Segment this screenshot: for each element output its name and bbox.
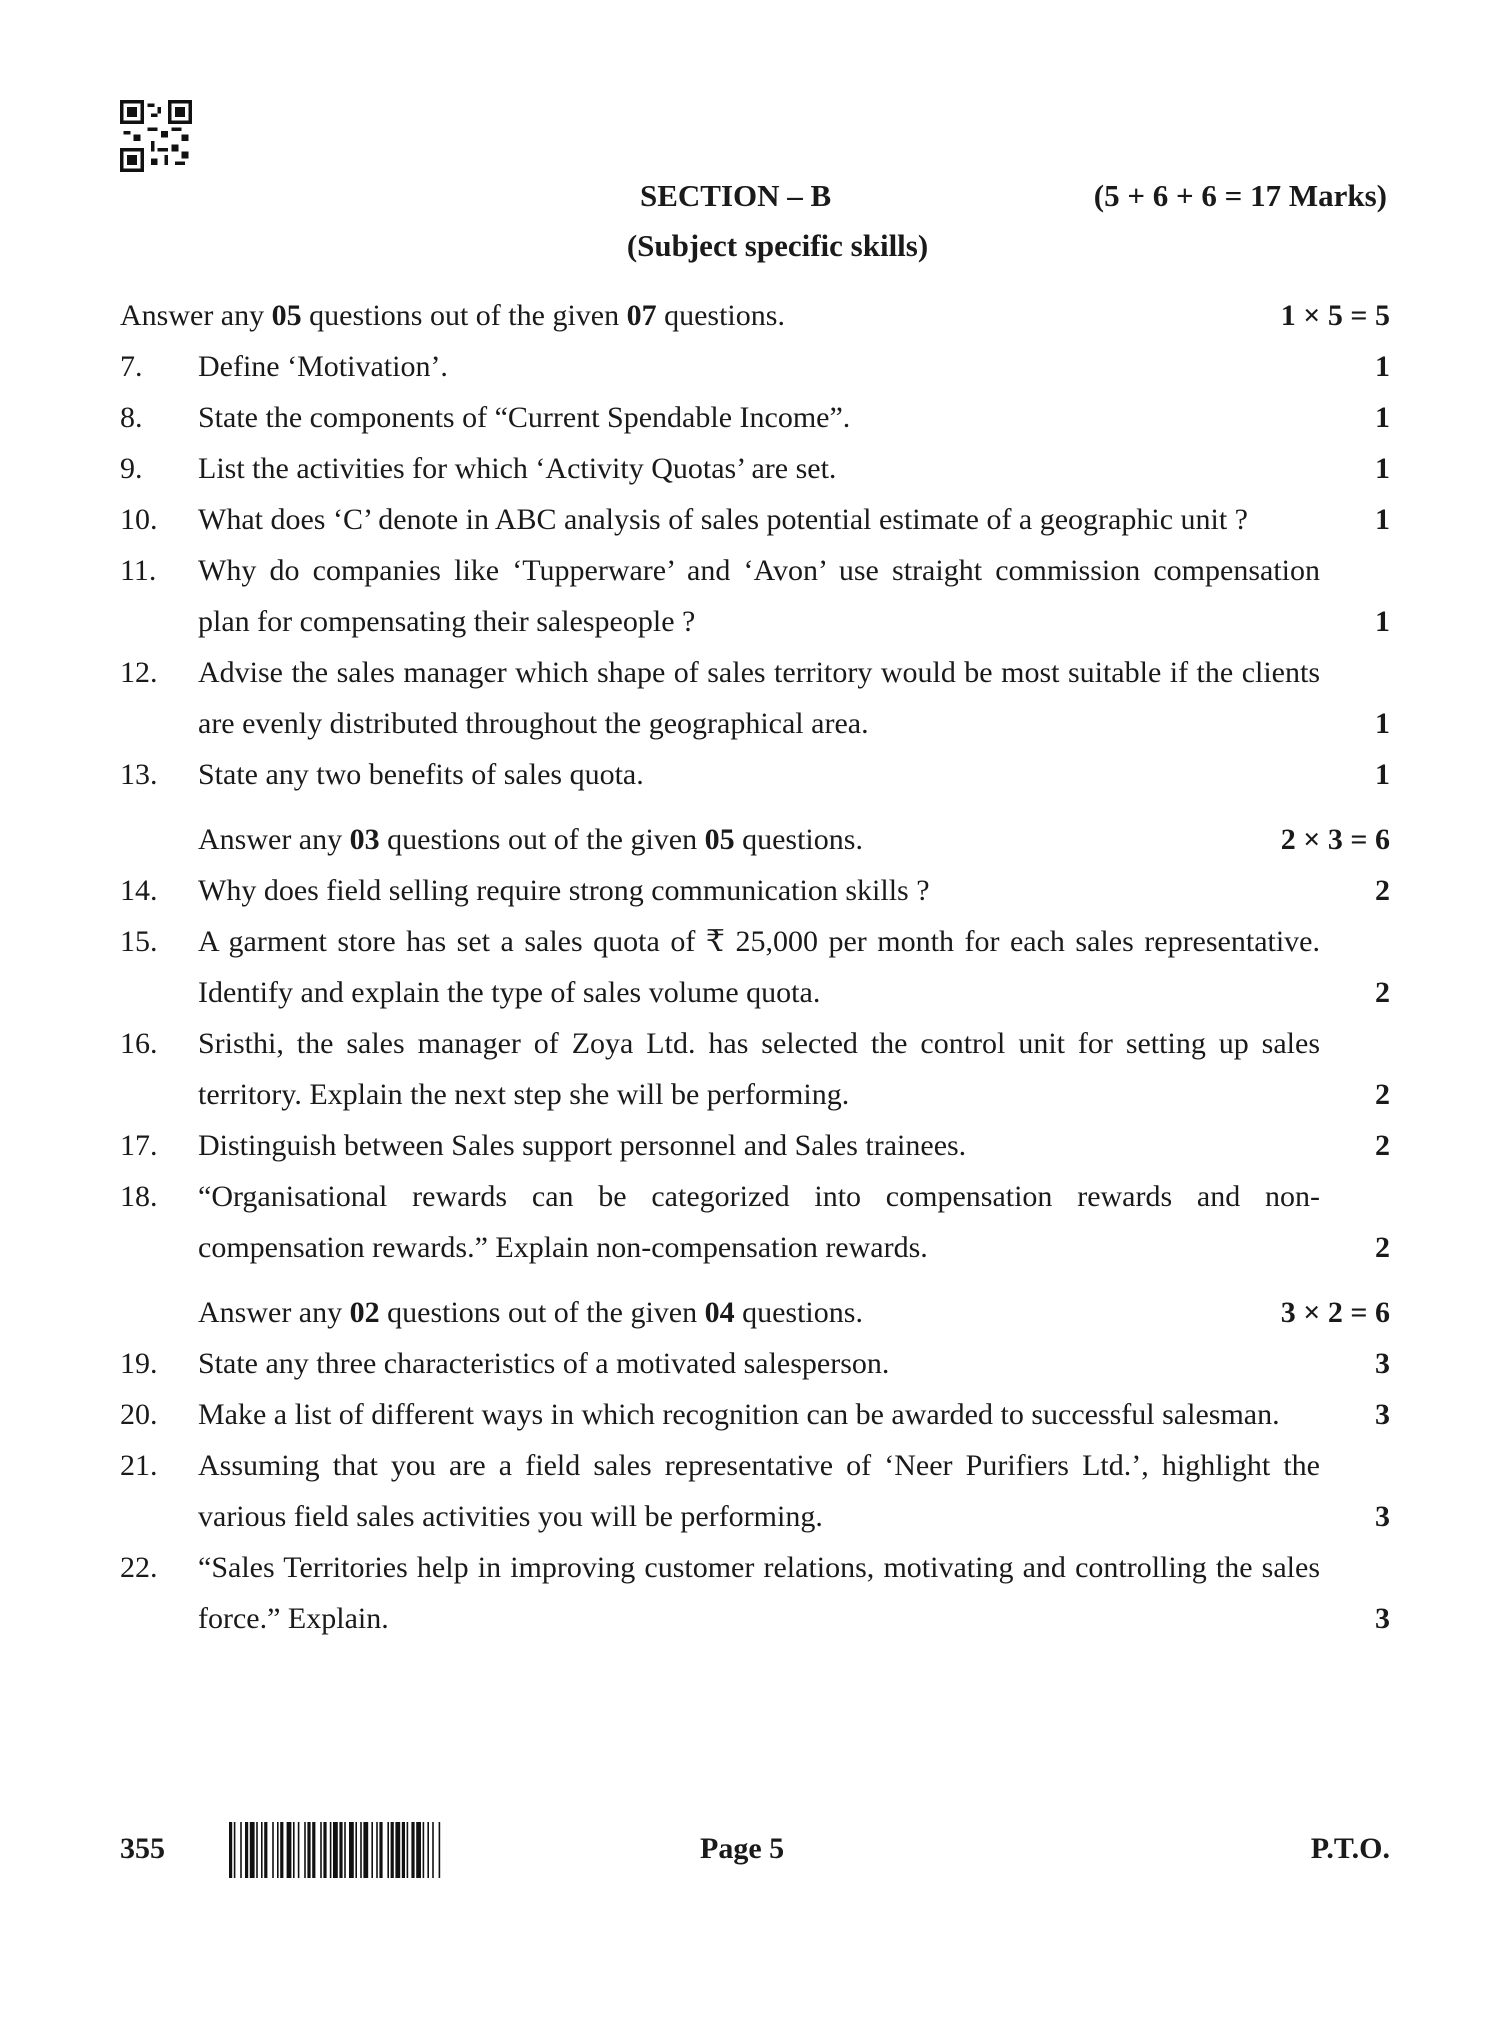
question-marks: 1 [1375, 605, 1390, 638]
pto-label: P.T.O. [1310, 1832, 1390, 1865]
question-marks: 1 [1375, 758, 1390, 791]
section-subtitle [0, 228, 1505, 264]
question-marks: 3 [1375, 1398, 1390, 1431]
instruction-n2: 04 [704, 1296, 735, 1329]
question-marks: 2 [1375, 1231, 1390, 1264]
question-item [120, 443, 1390, 494]
instruction-post: questions. [656, 299, 785, 332]
question-item [120, 494, 1390, 545]
question-number: 13. [120, 758, 158, 791]
question-item [120, 1389, 1390, 1440]
question-number: 16. [120, 1027, 158, 1060]
group-marks: 3 × 2 = 6 [1280, 1296, 1390, 1329]
instruction-text [198, 814, 863, 865]
question-item [120, 749, 1390, 800]
question-number: 7. [120, 350, 143, 383]
instruction-pre: Answer any [198, 1296, 350, 1329]
instruction-n1: 05 [271, 299, 302, 332]
question-text: Assuming that you are a field sales representative of ‘Neer Purifiers Ltd.’, highlight the various field sales activities you will be performing. [198, 1449, 1320, 1533]
instruction-mid: questions out of the given [301, 299, 627, 332]
question-item [120, 916, 1390, 1018]
question-marks: 1 [1375, 401, 1390, 434]
instruction-pre: Answer any [198, 823, 350, 856]
question-item [120, 1171, 1390, 1273]
question-text: State any three characteristics of a motivated salesperson. [198, 1347, 890, 1380]
page-footer [120, 1820, 1390, 1880]
instruction-text [198, 1287, 863, 1338]
group-instruction [120, 290, 1390, 341]
qr-code-icon [120, 100, 192, 172]
question-number: 9. [120, 452, 143, 485]
instruction-post: questions. [734, 1296, 863, 1329]
question-item [120, 1018, 1390, 1120]
question-item [120, 1440, 1390, 1542]
question-text: A garment store has set a sales quota of ₹ 25,000 per month for each sales representative. Identify and explain the type of sales volume quota. [198, 925, 1320, 1009]
question-number: 18. [120, 1180, 158, 1213]
question-text: State any two benefits of sales quota. [198, 758, 644, 791]
section-marks: (5 + 6 + 6 = 17 Marks) [1093, 178, 1387, 213]
section-title: SECTION – B [640, 178, 832, 213]
question-item [120, 1542, 1390, 1644]
question-item [120, 392, 1390, 443]
instruction-text [120, 290, 785, 341]
question-marks: 2 [1375, 874, 1390, 907]
section-subtitle-text: (Subject specific skills) [626, 228, 929, 263]
question-number: 17. [120, 1129, 158, 1162]
question-marks: 1 [1375, 452, 1390, 485]
barcode-icon [225, 1820, 495, 1880]
section-header [0, 178, 1505, 222]
question-number: 19. [120, 1347, 158, 1380]
instruction-post: questions. [734, 823, 863, 856]
question-marks: 2 [1375, 1129, 1390, 1162]
question-item [120, 647, 1390, 749]
question-text: Why do companies like ‘Tupperware’ and ‘Avon’ use straight commission compensation plan for compensating their salespeople ? [198, 554, 1320, 638]
question-marks: 3 [1375, 1602, 1390, 1635]
question-marks: 1 [1375, 503, 1390, 536]
question-text: Sristhi, the sales manager of Zoya Ltd. has selected the control unit for setting up sales territory. Explain the next step she will be performing. [198, 1027, 1320, 1111]
question-text: Define ‘Motivation’. [198, 350, 448, 383]
instruction-n2: 05 [704, 823, 735, 856]
question-item [120, 865, 1390, 916]
question-text: What does ‘C’ denote in ABC analysis of sales potential estimate of a geographic unit ? [198, 503, 1248, 536]
group-marks: 2 × 3 = 6 [1280, 823, 1390, 856]
instruction-n1: 03 [349, 823, 380, 856]
question-text: “Organisational rewards can be categorized into compensation rewards and non-compensation rewards.” Explain non-compensation rewards. [198, 1180, 1320, 1264]
question-number: 21. [120, 1449, 158, 1482]
group-instruction [198, 1287, 1390, 1338]
question-number: 22. [120, 1551, 158, 1584]
question-marks: 1 [1375, 350, 1390, 383]
question-marks: 1 [1375, 707, 1390, 740]
question-number: 20. [120, 1398, 158, 1431]
question-number: 14. [120, 874, 158, 907]
question-list [120, 290, 1390, 1644]
question-number: 12. [120, 656, 158, 689]
question-number: 8. [120, 401, 143, 434]
question-marks: 2 [1375, 1078, 1390, 1111]
question-text: “Sales Territories help in improving customer relations, motivating and controlling the sales force.” Explain. [198, 1551, 1320, 1635]
instruction-n1: 02 [349, 1296, 380, 1329]
question-item [120, 1120, 1390, 1171]
instruction-mid: questions out of the given [379, 1296, 705, 1329]
question-number: 15. [120, 925, 158, 958]
question-text: State the components of “Current Spendable Income”. [198, 401, 851, 434]
question-number: 11. [120, 554, 157, 587]
question-number: 10. [120, 503, 158, 536]
instruction-pre: Answer any [120, 299, 272, 332]
paper-code: 355 [120, 1832, 165, 1865]
question-text: List the activities for which ‘Activity Quotas’ are set. [198, 452, 837, 485]
question-item [120, 545, 1390, 647]
question-item [120, 341, 1390, 392]
question-marks: 3 [1375, 1347, 1390, 1380]
question-text: Why does field selling require strong communication skills ? [198, 874, 930, 907]
instruction-n2: 07 [626, 299, 657, 332]
question-item [120, 1338, 1390, 1389]
question-marks: 3 [1375, 1500, 1390, 1533]
question-text: Distinguish between Sales support personnel and Sales trainees. [198, 1129, 967, 1162]
group-marks: 1 × 5 = 5 [1280, 299, 1390, 332]
group-instruction [198, 814, 1390, 865]
question-text: Advise the sales manager which shape of sales territory would be most suitable if the clients are evenly distributed throughout the geographical area. [198, 656, 1320, 740]
page-number: Page 5 [700, 1832, 785, 1865]
instruction-mid: questions out of the given [379, 823, 705, 856]
question-marks: 2 [1375, 976, 1390, 1009]
question-text: Make a list of different ways in which recognition can be awarded to successful salesman. [198, 1398, 1280, 1431]
